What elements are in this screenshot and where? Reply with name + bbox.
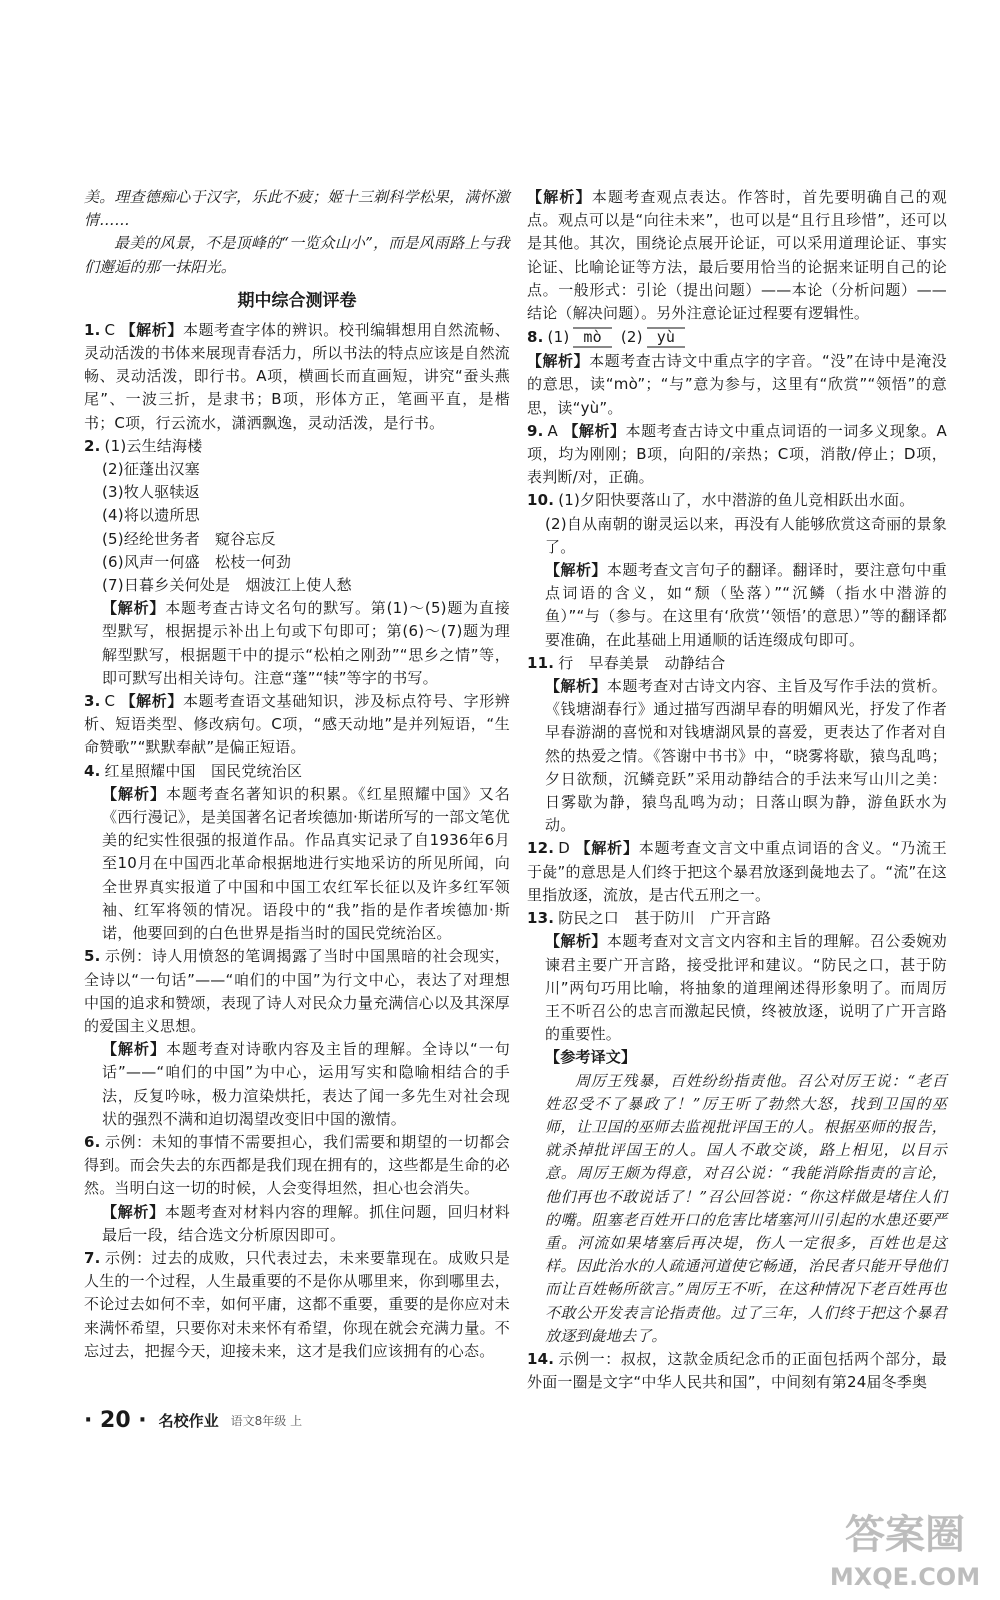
answer-item-8: 8. (1) mò (2) yù 【解析】本题考查古诗文中重点字的字音。“没”在诗中是淹没的意思，读“mò”；“与”意为参与，这里有“欣赏”“领悟”的意思，读“yù”。 bbox=[527, 328, 947, 417]
page-number: · 20 · bbox=[84, 1408, 147, 1433]
publisher-name: 名校作业 bbox=[158, 1412, 219, 1430]
pinyin-box: mò bbox=[573, 327, 611, 348]
answer-item-2: 2. (1)云生结海楼 (2)征蓬出汉塞 (3)牧人驱犊返 (4)将以遗所思 (5)经纶世务者 窥谷忘反 (6)风声一何盛 松枝一何劲 (7)日暮乡关何处是 烟波江上使人愁 【解析】本题考查古诗文名句的默写。第(1)～(5)题为直接型默写，根据提示补出上句或下句即可；第(6)～(7)题为理解型默写，根据题干中的提示“松柏之刚劲”“思乡之情”等，即可默写出相关诗句。注意“蓬”“犊”等字的书写。 bbox=[84, 436, 510, 687]
reference-translation: 周厉王残暴，百姓纷纷指责他。召公对厉王说：“老百姓忍受不了暴政了！”厉王听了勃然大怒，找到卫国的巫师，让卫国的巫师去监视批评国王的人。根据巫师的报告，就杀掉批评国王的人。国人不敢交谈，路上相见，以目示意。周厉王颇为得意，对召公说：“我能消除指责的言论，他们再也不敢说话了！”召公回答说：“你这样做是堵住人们的嘴。阻塞老百姓开口的危害比堵塞河川引起的水患还要严重。河流如果堵塞后再决堤，伤人一定很多，百姓也是这样。因此治水的人疏通河道使它畅通，治民者只能开导他们而让百姓畅所欲言。”周厉王不听，在这种情况下老百姓再也不敢公开发表言论指责他。过了三年，人们终于把这个暴君放逐到彘地去了。 bbox=[545, 1071, 947, 1345]
answer-item-7-analysis: 【解析】本题考查观点表达。作答时，首先要明确自己的观点。观点可以是“向往未来”，也可以是“且行且珍惜”，还可以是其他。其次，围绕论点展开论证，可以采用道理论证、事实论证、比喻论证等方法，最后要用恰当的论据来证明自己的论点。一般形式：引论（提出问题）——本论（分析问题）——结论（解决问题）。另外注意论证过程要有逻辑性。 bbox=[527, 188, 947, 323]
intro-paragraph: 最美的风景，不是顶峰的“一览众山小”，而是风雨路上与我们邂逅的那一抹阳光。 bbox=[84, 234, 510, 276]
watermark-domain: MXQE.COM bbox=[829, 1563, 981, 1591]
section-title: 期中综合测评卷 bbox=[237, 290, 357, 311]
answer-item-11: 11. 行 早春美景 动静结合 【解析】本题考查对古诗文内容、主旨及写作手法的赏析。《钱塘湖春行》通过描写西湖早春的明媚风光，抒发了作者早春游湖的喜悦和对钱塘湖风景的喜爱，更表达了作者对自然的热爱之情。《答谢中书书》中，“晓雾将歇，猿鸟乱鸣；夕日欲颓，沉鳞竞跃”采用动静结合的手法来写山川之美：日雾歇为静，猿鸟乱鸣为动；日落山暝为静，游鱼跃水为动。 bbox=[527, 653, 947, 835]
answer-item-4: 4. 红星照耀中国 国民党统治区 【解析】本题考查名著知识的积累。《红星照耀中国》又名《西行漫记》，是美国著名记者埃德加·斯诺所写的一部文笔优美的纪实性很强的报道作品。作品真实记录了自1936年6月至10月在中国西北革命根据地进行实地采访的所见所闻，向全世界真实报道了中国和中国工农红军长征以及许多红军领袖、红军将领的情况。语段中的“我”指的是作者埃德加·斯诺，他要回到的白色世界是指当时的国民党统治区。 bbox=[84, 761, 510, 943]
answer-item-7: 7. 示例：过去的成败，只代表过去，未来要靠现在。成败只是人生的一个过程，人生最重要的不是你从哪里来，你到哪里去，不论过去如何不幸，如何平庸，这都不重要，重要的是你应对未来满怀希望，只要你对未来怀有希望，你现在就会充满力量。不忘过去，把握今天，迎接未来，这才是我们应该拥有的心态。 bbox=[84, 1248, 510, 1360]
intro-paragraph: 美。理查德痴心于汉字，乐此不疲；姬十三剃科学松果，满怀激情…… bbox=[84, 188, 510, 230]
reference-translation-heading: 【参考译文】 bbox=[545, 1048, 637, 1067]
answer-item-13: 13. 防民之口 甚于防川 广开言路 【解析】本题考查对文言文内容和主旨的理解。召公委婉劝谏君主要广开言路，接受批评和建议。“防民之口，甚于防川”两句巧用比喻，将抽象的道理阐述得形象明了。而周厉王不听召公的忠言而激起民愤，终被放逐，说明了广开言路的重要性。 【参考译文】 周厉王残暴，百姓纷纷指责他。召公对厉王说：“老百姓忍受不了暴政了！”厉王听了勃然大怒，找到卫国的巫师，让卫国的巫师去监视批评国王的人。根据巫师的报告，就杀掉批评国王的人。国人不敢交谈，路上相见，以目示意。周厉王颇为得意，对召公说：“我能消除指责的言论，他们再也不敢说话了！”召公回答说：“你这样做是堵住人们的嘴。阻塞老百姓开口的危害比堵塞河川引起的水患还要严重。河流如果堵塞后再决堤，伤人一定很多，百姓也是这样。因此治水的人疏通河道使它畅通，治民者只能开导他们而让百姓畅所欲言。”周厉王不听，在这种情况下老百姓再也不敢公开发表言论指责他。过了三年，人们终于把这个暴君放逐到彘地去了。 bbox=[527, 907, 947, 1348]
answer-item-5: 5. 示例：诗人用愤怒的笔调揭露了当时中国黑暗的社会现实，全诗以“一句话”——“咱们的中国”为行文中心，表达了对理想中国的追求和赞颂，表现了诗人对民众力量充满信心以及其深厚的爱国主义思想。 【解析】本题考查对诗歌内容及主旨的理解。全诗以“一句话”——“咱们的中国”为中心，运用写实和隐喻相结合的手法，反复吟咏，极力渲染烘托，表达了闻一多先生对社会现状的强烈不满和迫切渴望改变旧中国的激情。 bbox=[84, 947, 510, 1128]
pinyin-box: yù bbox=[647, 327, 685, 348]
answer-item-12: 12. D 【解析】本题考查文言文中重点词语的含义。“乃流王于彘”的意思是人们终于把这个暴君放逐到彘地去了。“流”在这里指放逐，流放，是古代五刑之一。 bbox=[527, 839, 947, 904]
watermark-logo bbox=[820, 1500, 990, 1595]
answer-item-14: 14. 示例一：叔叔，这款金质纪念币的正面包括两个部分，最外面一圈是文字“中华人民共和国”，中间刻有第24届冬季奥 bbox=[527, 1349, 947, 1392]
subject-grade: 语文8年级 上 bbox=[230, 1414, 303, 1428]
left-column bbox=[84, 186, 510, 1363]
right-column bbox=[527, 186, 947, 1394]
answer-item-3: 3. C 【解析】本题考查语文基础知识，涉及标点符号、字形辨析、短语类型、修改病句。C项，“感天动地”是并列短语，“生命赞歌”“默默奉献”是偏正短语。 bbox=[84, 692, 510, 757]
page-footer bbox=[84, 1408, 302, 1433]
answer-item-6: 6. 示例：未知的事情不需要担心，我们需要和期望的一切都会得到。而会失去的东西都是我们现在拥有的，这些都是生命的必然。当明白这一切的时候，人会变得坦然，担心也会消失。 【解析】本题考查对材料内容的理解。抓住问题，回归材料最后一段，结合选文分析原因即可。 bbox=[84, 1132, 510, 1244]
answer-item-9: 9. A 【解析】本题考查古诗文中重点词语的一词多义现象。A项，均为刚刚；B项，向阳的/亲热；C项，消散/停止；D项，表判断/对，正确。 bbox=[527, 421, 947, 487]
answer-item-10: 10. (1)夕阳快要落山了，水中潜游的鱼儿竞相跃出水面。 (2)自从南朝的谢灵运以来，再没有人能够欣赏这奇丽的景象了。 【解析】本题考查文言句子的翻译。翻译时，要注意句中重点词语的含义，如“颓（坠落）”“沉鳞（指水中潜游的鱼）”“与（参与。在这里有‘欣赏’‘领悟’的意思）”等的翻译都要准确，在此基础上用通顺的话连缀成句即可。 bbox=[527, 491, 947, 649]
watermark-text: 答案圈 bbox=[845, 1512, 965, 1558]
answer-item-1: 1. C 【解析】本题考查字体的辨识。校刊编辑想用自然流畅、灵动活泼的书体来展现青春活力，所以书法的特点应该是自然流畅、灵动活泼，即行书。A项，横画长而直画短，讲究“蚕头燕尾”、一波三折，是隶书；B项，形体方正，笔画平直，是楷书；C项，行云流水，潇洒飘逸，灵动活泼，是行书。 bbox=[84, 320, 510, 432]
